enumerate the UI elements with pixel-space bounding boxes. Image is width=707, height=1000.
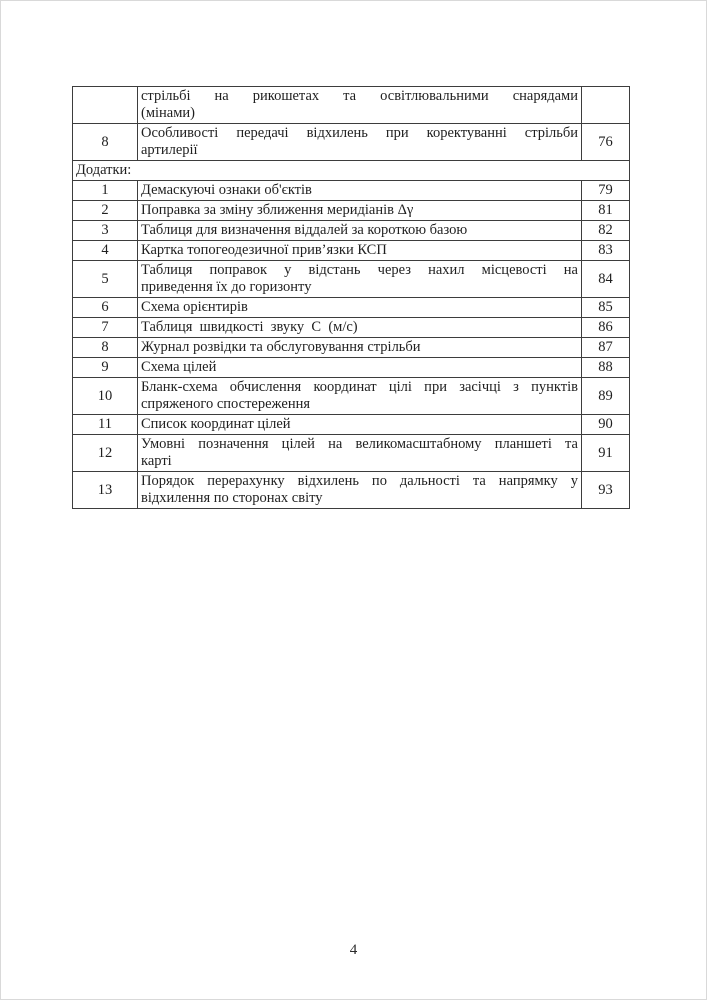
row-title-line: Картка топогеодезичної прив’язки КСП <box>141 242 387 258</box>
row-title <box>138 415 582 435</box>
row-title <box>138 241 582 261</box>
toc-table <box>72 86 630 509</box>
row-page: 88 <box>582 358 630 378</box>
row-title-line: Схема орієнтирів <box>141 299 248 315</box>
row-title <box>138 318 582 338</box>
row-number: 7 <box>73 318 138 338</box>
row-number: 11 <box>73 415 138 435</box>
row-title <box>138 124 582 161</box>
row-page: 87 <box>582 338 630 358</box>
row-title-line: Умовні позначення цілей на великомасштабному планшеті та <box>141 436 578 452</box>
section-row <box>73 161 630 181</box>
page-number: 4 <box>349 942 358 958</box>
table-row <box>73 261 630 298</box>
row-title <box>138 472 582 509</box>
row-title-line: артилерії <box>141 142 198 158</box>
table-row <box>73 378 630 415</box>
section-label: Додатки: <box>73 161 630 181</box>
table-row <box>73 318 630 338</box>
row-number <box>73 87 138 124</box>
row-page: 81 <box>582 201 630 221</box>
row-title-line: Список координат цілей <box>141 416 291 432</box>
row-title-line: Бланк-схема обчислення координат цілі при засічці з пунктів <box>141 379 578 395</box>
row-title-line: спряженого спостереження <box>141 396 311 412</box>
row-title-line: приведення їх до горизонту <box>141 279 312 295</box>
row-number: 6 <box>73 298 138 318</box>
row-number: 2 <box>73 201 138 221</box>
row-title-line: Поправка за зміну зближення меридіанів Δγ <box>141 202 414 218</box>
row-title <box>138 358 582 378</box>
row-title <box>138 338 582 358</box>
row-title-line: Таблиця для визначення віддалей за короткою базою <box>141 222 468 238</box>
row-title-line: Особливості передачі відхилень при коректуванні стрільби <box>141 125 578 141</box>
toc-table-body <box>73 87 630 509</box>
row-title-line: Схема цілей <box>141 359 217 375</box>
row-title <box>138 201 582 221</box>
table-row <box>73 415 630 435</box>
table-row <box>73 338 630 358</box>
row-title <box>138 181 582 201</box>
table-row <box>73 201 630 221</box>
row-number: 1 <box>73 181 138 201</box>
table-row <box>73 181 630 201</box>
row-number: 12 <box>73 435 138 472</box>
row-page: 93 <box>582 472 630 509</box>
row-title-line: стрільбі на рикошетах та освітлювальними снарядами <box>141 88 578 104</box>
row-page: 82 <box>582 221 630 241</box>
table-row <box>73 221 630 241</box>
row-title-line: Таблиця поправок у відстань через нахил місцевості на <box>141 262 578 278</box>
row-page: 90 <box>582 415 630 435</box>
row-page: 91 <box>582 435 630 472</box>
row-number: 9 <box>73 358 138 378</box>
row-title-line: (мінами) <box>141 105 195 121</box>
row-number: 3 <box>73 221 138 241</box>
row-title <box>138 261 582 298</box>
row-title <box>138 298 582 318</box>
table-row <box>73 87 630 124</box>
row-title-line: Таблиця швидкості звуку С (м/с) <box>141 319 358 335</box>
row-number: 4 <box>73 241 138 261</box>
row-page: 83 <box>582 241 630 261</box>
row-page <box>582 87 630 124</box>
row-title <box>138 87 582 124</box>
table-row <box>73 298 630 318</box>
row-title-line: Порядок перерахунку відхилень по дальності та напрямку у <box>141 473 578 489</box>
row-title <box>138 378 582 415</box>
row-page: 85 <box>582 298 630 318</box>
row-title <box>138 221 582 241</box>
row-number: 8 <box>73 124 138 161</box>
row-title-line: Журнал розвідки та обслуговування стрільби <box>141 339 421 355</box>
row-number: 13 <box>73 472 138 509</box>
row-title <box>138 435 582 472</box>
row-title-line: Демаскуючі ознаки об'єктів <box>141 182 312 198</box>
table-row <box>73 472 630 509</box>
row-title-line: відхилення по сторонах світу <box>141 490 323 506</box>
row-number: 8 <box>73 338 138 358</box>
row-page: 84 <box>582 261 630 298</box>
table-row <box>73 124 630 161</box>
row-number: 10 <box>73 378 138 415</box>
row-page: 89 <box>582 378 630 415</box>
row-page: 79 <box>582 181 630 201</box>
row-page: 76 <box>582 124 630 161</box>
table-row <box>73 241 630 261</box>
table-row <box>73 435 630 472</box>
row-number: 5 <box>73 261 138 298</box>
row-title-line: карті <box>141 453 172 469</box>
row-page: 86 <box>582 318 630 338</box>
table-row <box>73 358 630 378</box>
